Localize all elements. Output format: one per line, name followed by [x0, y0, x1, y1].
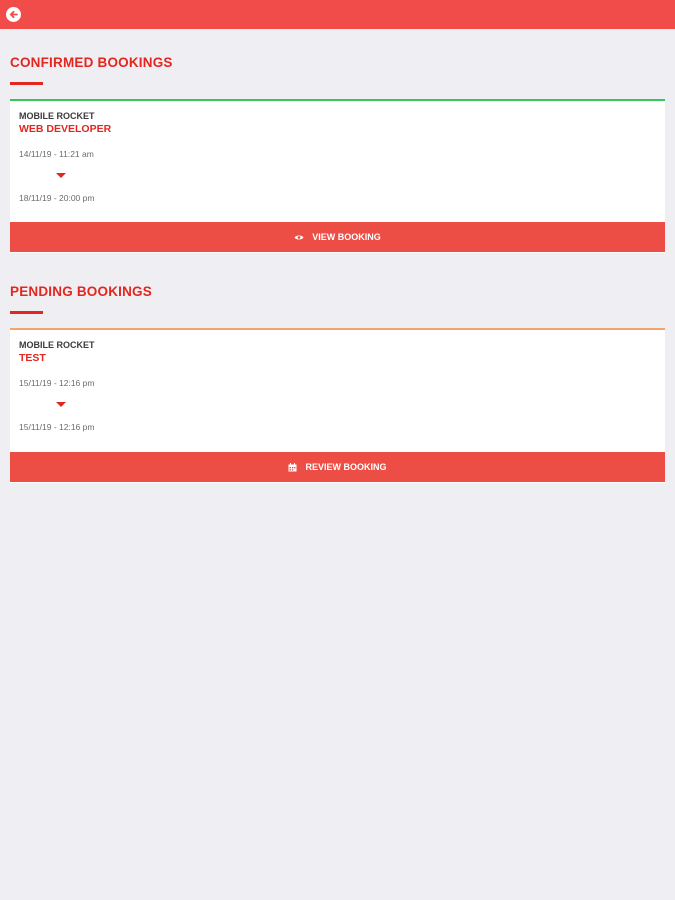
card-company: MOBILE ROCKET [19, 340, 95, 350]
card-start-time: 15/11/19 - 12:16 pm [19, 378, 95, 388]
confirmed-bookings-title: CONFIRMED BOOKINGS [10, 55, 173, 70]
card-end-time: 15/11/19 - 12:16 pm [19, 422, 95, 432]
review-booking-label: REVIEW BOOKING [305, 462, 387, 472]
view-booking-button[interactable] [10, 222, 665, 252]
section-underline [10, 82, 43, 85]
back-button[interactable] [6, 7, 21, 22]
pending-bookings-title: PENDING BOOKINGS [10, 284, 152, 299]
top-app-bar [0, 0, 675, 29]
view-booking-label: VIEW BOOKING [312, 232, 381, 242]
card-company: MOBILE ROCKET [19, 111, 95, 121]
confirmed-booking-card [10, 99, 665, 253]
card-end-time: 18/11/19 - 20:00 pm [19, 193, 95, 203]
review-booking-button[interactable] [10, 452, 665, 482]
card-role: TEST [19, 352, 46, 364]
section-underline [10, 311, 43, 314]
caret-down-icon [56, 402, 66, 407]
eye-icon [294, 234, 304, 241]
arrow-left-circle-icon [8, 9, 19, 20]
card-start-time: 14/11/19 - 11:21 am [19, 149, 94, 159]
calendar-icon [288, 463, 297, 472]
caret-down-icon [56, 173, 66, 178]
card-status-border [10, 99, 665, 101]
card-status-border [10, 328, 665, 330]
card-role: WEB DEVELOPER [19, 123, 112, 135]
pending-booking-card [10, 328, 665, 483]
